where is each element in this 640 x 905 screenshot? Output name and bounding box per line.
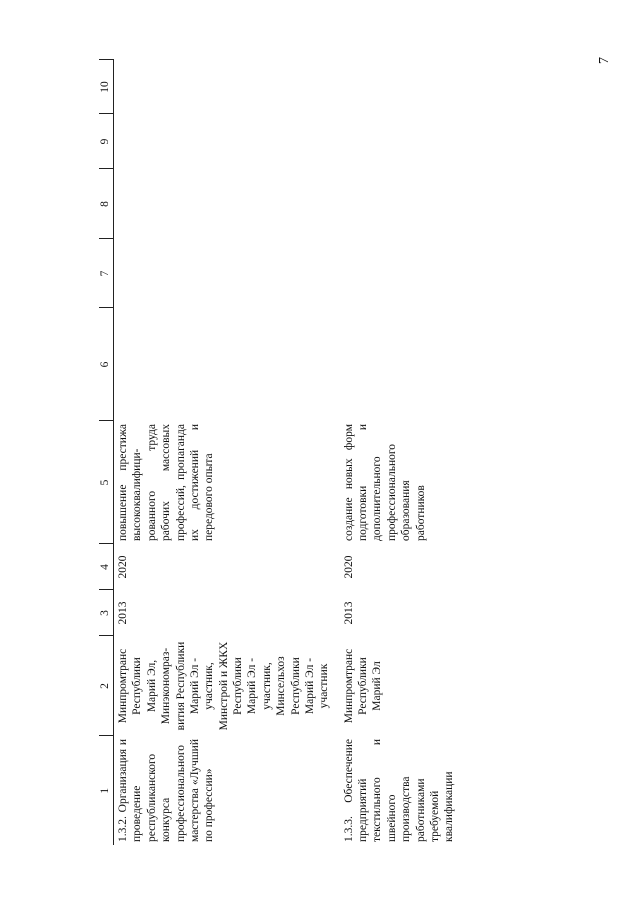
col9-cell: [332, 114, 457, 169]
result-cell: повышение престижа высококвалифици-рованного труда рабочих массовых профессий, пропаганда их достижений и передового опыта: [117, 424, 216, 541]
result-cell: создание новых форм подготовки и дополнительного профессионального образования работников: [342, 424, 427, 541]
column-header: 9: [99, 114, 114, 169]
start-year-cell: 2013: [342, 601, 355, 625]
executors-cell: Минпромтранс Республики Марий Эл, Минэкономраз- вития Республики Марий Эл - участник, Минстрой и ЖКХ Республики Марий Эл - участник, Минсельхоз Республики Марий Эл - участник: [117, 641, 331, 731]
end-year-cell: 2020: [117, 555, 129, 579]
column-header: 2: [99, 636, 114, 736]
column-header: 1: [99, 736, 114, 845]
header-row: [99, 60, 114, 845]
col8-cell: [114, 169, 332, 239]
rotated-page: [99, 60, 604, 845]
col6-cell: [114, 308, 332, 421]
col7-cell: [332, 239, 457, 308]
table-row: [332, 60, 457, 845]
col7-cell: [114, 239, 332, 308]
measure-cell: 1.3.2. Организация и проведение республиканского конкурса профессионального мастерства «Лучший по профессии»: [117, 739, 216, 842]
executors-cell: Минпромтранс Республики Марий Эл: [342, 648, 384, 724]
column-header: 7: [99, 239, 114, 308]
start-year-cell: 2013: [117, 601, 129, 625]
col9-cell: [114, 114, 332, 169]
col8-cell: [332, 169, 457, 239]
col10-cell: [114, 60, 332, 114]
column-header: 8: [99, 169, 114, 239]
col6-cell: [332, 308, 457, 421]
column-header: 3: [99, 590, 114, 636]
column-header: 6: [99, 308, 114, 421]
col10-cell: [332, 60, 457, 114]
column-header: 10: [99, 60, 114, 114]
page-number: 7: [597, 57, 612, 64]
end-year-cell: 2020: [342, 555, 355, 579]
measure-cell: 1.3.3. Обеспечение предприятий текстильного и швейного производства работниками требуемой квалификации: [342, 739, 456, 842]
plan-table: [99, 60, 457, 846]
column-header: 4: [99, 544, 114, 590]
column-header: 5: [99, 421, 114, 544]
table-row: [114, 60, 332, 845]
